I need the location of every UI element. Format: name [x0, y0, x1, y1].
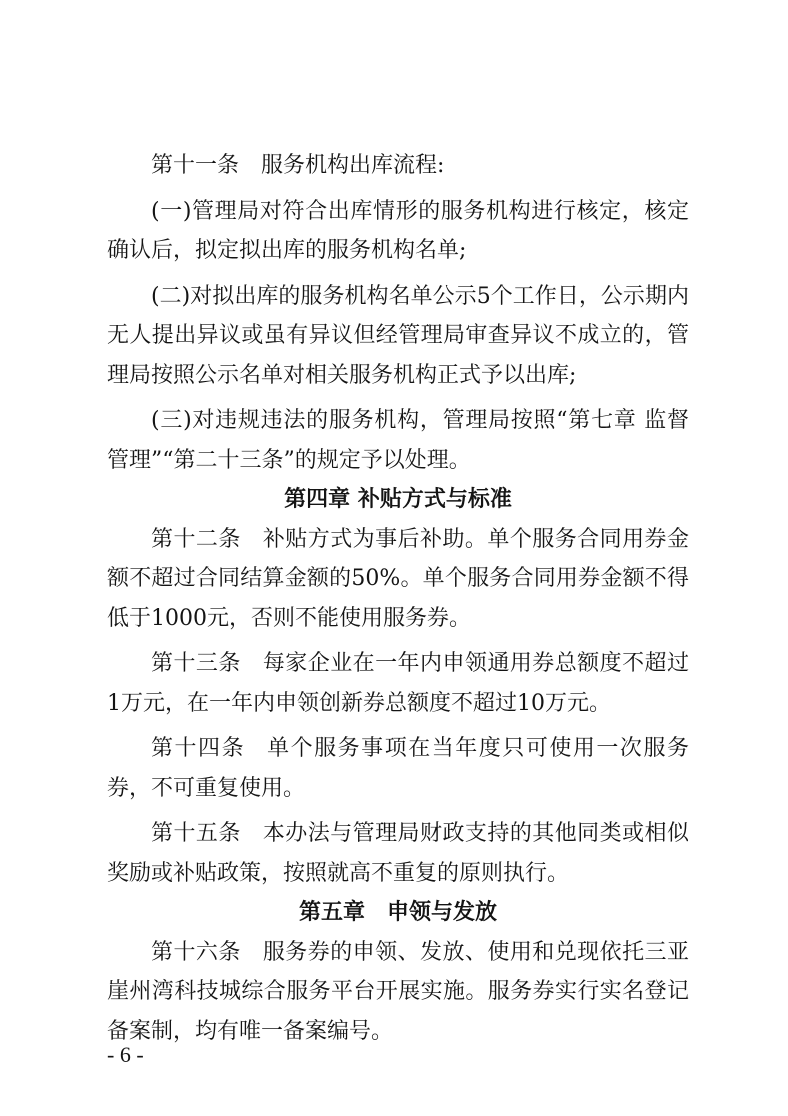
article-13-number: 第十三条 — [151, 651, 241, 676]
article-14-number: 第十四条 — [151, 736, 246, 761]
article-11-text: 服务机构出库流程: — [261, 153, 445, 178]
article-11-item-1: (一)管理局对符合出库情形的服务机构进行核定，核定确认后，拟定拟出库的服务机构名单; — [107, 198, 689, 263]
page-number: - 6 - — [107, 1042, 144, 1067]
article-12 — [107, 520, 689, 639]
article-11-item-2: (二)对拟出库的服务机构名单公示5个工作日，公示期内无人提出异议或虽有异议但经管理局审查异议不成立的，管理局按照公示名单对相关服务机构正式予以出库; — [107, 283, 689, 388]
article-16-text: 服务券的申领、发放、使用和兑现依托三亚崖州湾科技城综合服务平台开展实施。服务券实行实名登记备案制，均有唯一备案编号。 — [107, 939, 689, 1044]
article-11-item-3: (三)对违规违法的服务机构，管理局按照“第七章 监督管理”“第二十三条”的规定予以处理。 — [107, 408, 689, 473]
chapter-5-heading: 第五章 申领与发放 — [298, 900, 497, 925]
article-13 — [107, 644, 689, 723]
article-15 — [107, 814, 689, 893]
article-16 — [107, 933, 689, 1052]
article-12-text: 补贴方式为事后补助。单个服务合同用券金额不超过合同结算金额的50%。单个服务合同用券金额不得低于1000元，否则不能使用服务券。 — [107, 526, 689, 631]
article-15-number: 第十五条 — [151, 821, 241, 846]
article-12-number: 第十二条 — [151, 526, 241, 552]
document-body — [107, 146, 689, 1051]
article-15-text: 本办法与管理局财政支持的其他同类或相似奖励或补贴政策，按照就高不重复的原则执行。 — [107, 821, 689, 886]
article-16-number: 第十六条 — [151, 939, 241, 965]
article-11 — [107, 146, 689, 186]
article-13-text: 每家企业在一年内申领通用券总额度不超过1万元，在一年内申领创新券总额度不超过10万元。 — [107, 651, 689, 716]
article-14 — [107, 729, 689, 808]
article-14-text: 单个服务事项在当年度只可使用一次服务券，不可重复使用。 — [107, 736, 689, 801]
chapter-4-heading: 第四章 补贴方式与标准 — [284, 487, 512, 512]
article-11-number: 第十一条 — [151, 153, 240, 178]
